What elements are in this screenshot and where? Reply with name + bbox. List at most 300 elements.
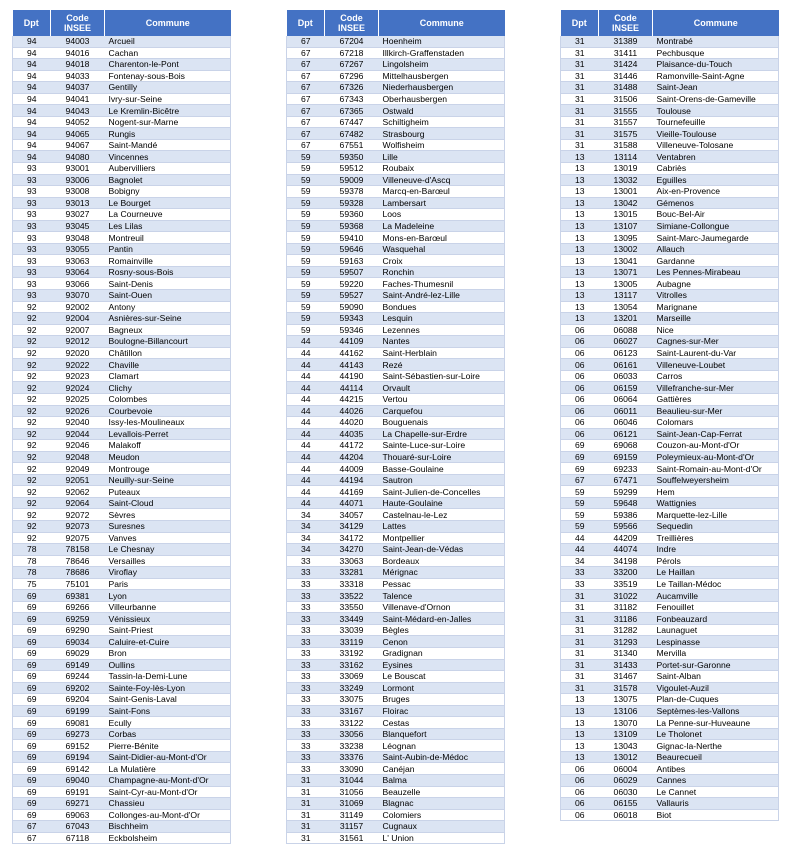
table-row: [13, 705, 231, 717]
cell-code-insee: 13042: [599, 197, 653, 209]
cell-code-insee: 59360: [325, 209, 379, 221]
cell-code-insee: 44020: [325, 417, 379, 429]
cell-code-insee: 13043: [599, 740, 653, 752]
cell-dpt: 31: [287, 775, 325, 787]
cell-dpt: 67: [287, 105, 325, 117]
cell-commune: Rungis: [105, 128, 231, 140]
cell-code-insee: 13054: [599, 301, 653, 313]
cell-commune: Arcueil: [105, 36, 231, 47]
cell-dpt: 33: [287, 717, 325, 729]
table-row: [561, 220, 779, 232]
cell-code-insee: 33281: [325, 567, 379, 579]
cell-code-insee: 92049: [51, 463, 105, 475]
header-commune: Commune: [379, 10, 505, 36]
cell-commune: Allauch: [653, 243, 779, 255]
cell-code-insee: 13070: [599, 717, 653, 729]
cell-commune: Saint-André-lez-Lille: [379, 290, 505, 302]
cell-code-insee: 69068: [599, 440, 653, 452]
cell-commune: Tassin-la-Demi-Lune: [105, 671, 231, 683]
table-row: [287, 544, 505, 556]
cell-code-insee: 93048: [51, 232, 105, 244]
table-row: [287, 821, 505, 833]
cell-dpt: 94: [13, 116, 51, 128]
cell-code-insee: 69029: [51, 647, 105, 659]
cell-code-insee: 69034: [51, 636, 105, 648]
cell-dpt: 59: [561, 497, 599, 509]
cell-code-insee: 13201: [599, 313, 653, 325]
cell-commune: Schiltigheim: [379, 116, 505, 128]
cell-code-insee: 78646: [51, 555, 105, 567]
cell-commune: Saint-Didier-au-Mont-d'Or: [105, 751, 231, 763]
table-row: [13, 163, 231, 175]
cell-dpt: 67: [561, 474, 599, 486]
cell-commune: Ostwald: [379, 105, 505, 117]
cell-code-insee: 59163: [325, 255, 379, 267]
cell-code-insee: 59378: [325, 186, 379, 198]
cell-code-insee: 31557: [599, 116, 653, 128]
cell-code-insee: 69040: [51, 775, 105, 787]
table-row: [561, 186, 779, 198]
cell-code-insee: 44215: [325, 393, 379, 405]
cell-code-insee: 44162: [325, 347, 379, 359]
header-dpt: Dpt: [561, 10, 599, 36]
cell-commune: Montrabé: [653, 36, 779, 47]
table-row: [13, 671, 231, 683]
cell-code-insee: 59566: [599, 520, 653, 532]
cell-commune: Saint-Jean-Cap-Ferrat: [653, 428, 779, 440]
cell-commune: Treillières: [653, 532, 779, 544]
table-row: [287, 370, 505, 382]
cell-code-insee: 67326: [325, 82, 379, 94]
table-row: [13, 775, 231, 787]
cell-code-insee: 93070: [51, 290, 105, 302]
cell-code-insee: 92072: [51, 509, 105, 521]
table-row: [287, 128, 505, 140]
table-row: [287, 798, 505, 810]
cell-code-insee: 67365: [325, 105, 379, 117]
cell-commune: Saint-Cloud: [105, 497, 231, 509]
cell-commune: Le Bourget: [105, 197, 231, 209]
cell-commune: Beaurecueil: [653, 751, 779, 763]
cell-dpt: 92: [13, 474, 51, 486]
table-row: [287, 509, 505, 521]
table-row: [287, 775, 505, 787]
cell-code-insee: 13041: [599, 255, 653, 267]
table-row: [13, 186, 231, 198]
cell-code-insee: 33039: [325, 624, 379, 636]
cell-dpt: 13: [561, 209, 599, 221]
cell-commune: Roubaix: [379, 163, 505, 175]
table-row: [561, 578, 779, 590]
header-code-insee: Code INSEE: [51, 10, 105, 36]
cell-commune: Lambersart: [379, 197, 505, 209]
header-commune: Commune: [105, 10, 231, 36]
table-row: [13, 832, 231, 844]
cell-commune: Colombes: [105, 393, 231, 405]
cell-code-insee: 59220: [325, 278, 379, 290]
cell-code-insee: 31506: [599, 93, 653, 105]
cell-commune: Caluire-et-Cuire: [105, 636, 231, 648]
cell-commune: Septèmes-les-Vallons: [653, 705, 779, 717]
table-row: [561, 313, 779, 325]
cell-dpt: 06: [561, 393, 599, 405]
table-row: [13, 763, 231, 775]
cell-dpt: 78: [13, 567, 51, 579]
cell-code-insee: 59410: [325, 232, 379, 244]
table-row: [13, 290, 231, 302]
cell-code-insee: 31069: [325, 798, 379, 810]
table-row: [13, 463, 231, 475]
table-row: [561, 647, 779, 659]
cell-commune: Saint-Herblain: [379, 347, 505, 359]
cell-dpt: 13: [561, 290, 599, 302]
cell-dpt: 06: [561, 786, 599, 798]
cell-commune: Haute-Goulaine: [379, 497, 505, 509]
cell-commune: Colomars: [653, 417, 779, 429]
table-row: [287, 728, 505, 740]
cell-code-insee: 93006: [51, 174, 105, 186]
cell-commune: Bondues: [379, 301, 505, 313]
table-row: [287, 405, 505, 417]
cell-commune: Bruges: [379, 694, 505, 706]
cell-commune: Montrouge: [105, 463, 231, 475]
cell-dpt: 59: [287, 174, 325, 186]
cell-dpt: 94: [13, 82, 51, 94]
cell-dpt: 92: [13, 486, 51, 498]
table-header-row: [287, 10, 505, 36]
cell-commune: Colomiers: [379, 809, 505, 821]
cell-dpt: 13: [561, 243, 599, 255]
cell-commune: Loos: [379, 209, 505, 221]
cell-code-insee: 69194: [51, 751, 105, 763]
cell-code-insee: 44194: [325, 474, 379, 486]
table-row: [13, 636, 231, 648]
cell-dpt: 92: [13, 324, 51, 336]
cell-commune: Wattignies: [653, 497, 779, 509]
cell-dpt: 33: [287, 567, 325, 579]
commune-table-3: [560, 10, 779, 821]
cell-dpt: 92: [13, 313, 51, 325]
cell-commune: Saint-Jean-de-Védas: [379, 544, 505, 556]
cell-commune: La Penne-sur-Huveaune: [653, 717, 779, 729]
cell-code-insee: 06121: [599, 428, 653, 440]
cell-dpt: 31: [561, 636, 599, 648]
cell-code-insee: 13109: [599, 728, 653, 740]
table-row: [561, 751, 779, 763]
cell-commune: Bouc-Bel-Air: [653, 209, 779, 221]
table-row: [287, 116, 505, 128]
table-row: [13, 47, 231, 59]
cell-commune: Eguilles: [653, 174, 779, 186]
table-header-row: [13, 10, 231, 36]
cell-code-insee: 33069: [325, 671, 379, 683]
table-row: [561, 671, 779, 683]
cell-commune: Clichy: [105, 382, 231, 394]
table-row: [561, 336, 779, 348]
cell-commune: Vertou: [379, 393, 505, 405]
cell-commune: Antony: [105, 301, 231, 313]
cell-code-insee: 59299: [599, 486, 653, 498]
cell-commune: La Courneuve: [105, 209, 231, 221]
cell-code-insee: 31578: [599, 682, 653, 694]
cell-dpt: 93: [13, 186, 51, 198]
cell-commune: Montpellier: [379, 532, 505, 544]
cell-commune: Castelnau-le-Lez: [379, 509, 505, 521]
cell-commune: Mons-en-Barœul: [379, 232, 505, 244]
table-row: [13, 532, 231, 544]
table-row: [287, 36, 505, 47]
table-row: [561, 486, 779, 498]
cell-dpt: 69: [13, 590, 51, 602]
cell-code-insee: 69199: [51, 705, 105, 717]
cell-code-insee: 93001: [51, 163, 105, 175]
table-row: [13, 209, 231, 221]
table-row: [287, 555, 505, 567]
table-row: [287, 659, 505, 671]
cell-commune: Cestas: [379, 717, 505, 729]
cell-code-insee: 06018: [599, 809, 653, 821]
table-row: [13, 520, 231, 532]
cell-commune: Montreuil: [105, 232, 231, 244]
cell-dpt: 59: [287, 232, 325, 244]
cell-dpt: 06: [561, 359, 599, 371]
cell-commune: Collonges-au-Mont-d'Or: [105, 809, 231, 821]
cell-dpt: 69: [13, 671, 51, 683]
table-row: [287, 717, 505, 729]
cell-commune: Neuilly-sur-Seine: [105, 474, 231, 486]
cell-commune: Charenton-le-Pont: [105, 59, 231, 71]
cell-code-insee: 31446: [599, 70, 653, 82]
table-row: [561, 405, 779, 417]
cell-commune: Marseille: [653, 313, 779, 325]
cell-code-insee: 92004: [51, 313, 105, 325]
table-row: [561, 151, 779, 163]
cell-dpt: 92: [13, 428, 51, 440]
table-row: [13, 509, 231, 521]
table-row: [561, 786, 779, 798]
cell-commune: Mérignac: [379, 567, 505, 579]
table-row: [561, 544, 779, 556]
cell-dpt: 67: [287, 128, 325, 140]
cell-code-insee: 93064: [51, 266, 105, 278]
cell-dpt: 33: [287, 671, 325, 683]
cell-code-insee: 33090: [325, 763, 379, 775]
table-row: [561, 324, 779, 336]
cell-code-insee: 13001: [599, 186, 653, 198]
table-row: [13, 451, 231, 463]
cell-commune: Canéjan: [379, 763, 505, 775]
table-row: [13, 694, 231, 706]
cell-dpt: 06: [561, 336, 599, 348]
cell-dpt: 34: [287, 544, 325, 556]
cell-commune: Blanquefort: [379, 728, 505, 740]
table-row: [287, 417, 505, 429]
cell-dpt: 93: [13, 243, 51, 255]
cell-commune: Ventabren: [653, 151, 779, 163]
cell-code-insee: 06004: [599, 763, 653, 775]
cell-dpt: 67: [287, 36, 325, 47]
cell-code-insee: 59368: [325, 220, 379, 232]
cell-code-insee: 44143: [325, 359, 379, 371]
table-row: [287, 324, 505, 336]
table-row: [13, 255, 231, 267]
table-row: [287, 266, 505, 278]
cell-dpt: 31: [561, 116, 599, 128]
cell-commune: Saint-Alban: [653, 671, 779, 683]
cell-dpt: 31: [561, 128, 599, 140]
table-row: [561, 163, 779, 175]
cell-commune: Tournefeuille: [653, 116, 779, 128]
cell-commune: Les Lilas: [105, 220, 231, 232]
cell-code-insee: 67551: [325, 139, 379, 151]
cell-code-insee: 31293: [599, 636, 653, 648]
cell-commune: Cachan: [105, 47, 231, 59]
cell-commune: Bouguenais: [379, 417, 505, 429]
cell-dpt: 06: [561, 347, 599, 359]
cell-code-insee: 75101: [51, 578, 105, 590]
cell-dpt: 31: [561, 105, 599, 117]
cell-code-insee: 92022: [51, 359, 105, 371]
cell-commune: Bobigny: [105, 186, 231, 198]
cell-commune: Les Pennes-Mirabeau: [653, 266, 779, 278]
cell-code-insee: 33519: [599, 578, 653, 590]
cell-dpt: 59: [287, 324, 325, 336]
cell-commune: Saint-Orens-de-Gameville: [653, 93, 779, 105]
cell-dpt: 31: [561, 601, 599, 613]
cell-code-insee: 69273: [51, 728, 105, 740]
cell-code-insee: 13107: [599, 220, 653, 232]
table-row: [13, 613, 231, 625]
cell-dpt: 92: [13, 463, 51, 475]
cell-dpt: 06: [561, 370, 599, 382]
commune-table-1: [12, 10, 231, 844]
table-row: [287, 359, 505, 371]
cell-dpt: 31: [561, 93, 599, 105]
cell-commune: Vénissieux: [105, 613, 231, 625]
table-row: [13, 590, 231, 602]
cell-code-insee: 59648: [599, 497, 653, 509]
table-row: [287, 647, 505, 659]
cell-code-insee: 94033: [51, 70, 105, 82]
cell-dpt: 93: [13, 174, 51, 186]
cell-dpt: 67: [287, 82, 325, 94]
cell-dpt: 31: [561, 590, 599, 602]
cell-dpt: 93: [13, 209, 51, 221]
cell-dpt: 13: [561, 186, 599, 198]
cell-code-insee: 59328: [325, 197, 379, 209]
cell-dpt: 44: [287, 474, 325, 486]
cell-dpt: 94: [13, 128, 51, 140]
cell-dpt: 44: [287, 393, 325, 405]
table-row: [287, 313, 505, 325]
cell-dpt: 34: [287, 520, 325, 532]
cell-dpt: 31: [561, 59, 599, 71]
cell-dpt: 78: [13, 555, 51, 567]
cell-commune: Puteaux: [105, 486, 231, 498]
cell-commune: Pierre-Bénite: [105, 740, 231, 752]
cell-dpt: 94: [13, 70, 51, 82]
cell-dpt: 33: [287, 659, 325, 671]
cell-dpt: 67: [287, 59, 325, 71]
table-row: [13, 428, 231, 440]
table-row: [561, 243, 779, 255]
cell-dpt: 69: [561, 451, 599, 463]
cell-commune: Nogent-sur-Marne: [105, 116, 231, 128]
table-row: [561, 705, 779, 717]
cell-commune: Aucamville: [653, 590, 779, 602]
table-row: [13, 370, 231, 382]
cell-code-insee: 59512: [325, 163, 379, 175]
cell-dpt: 33: [287, 763, 325, 775]
cell-commune: Biot: [653, 809, 779, 821]
table-row: [13, 393, 231, 405]
table-row: [13, 567, 231, 579]
cell-commune: Fontenay-sous-Bois: [105, 70, 231, 82]
table-row: [13, 197, 231, 209]
table-row: [287, 694, 505, 706]
table-row: [287, 163, 505, 175]
cell-code-insee: 13075: [599, 694, 653, 706]
cell-commune: Oullins: [105, 659, 231, 671]
table-row: [13, 544, 231, 556]
cell-commune: Souffelweyersheim: [653, 474, 779, 486]
header-commune: Commune: [653, 10, 779, 36]
cell-dpt: 44: [561, 544, 599, 556]
table-row: [287, 613, 505, 625]
cell-code-insee: 33119: [325, 636, 379, 648]
table-row: [287, 243, 505, 255]
cell-dpt: 69: [13, 694, 51, 706]
cell-commune: Lormont: [379, 682, 505, 694]
cell-code-insee: 92040: [51, 417, 105, 429]
cell-dpt: 31: [561, 682, 599, 694]
cell-commune: Nice: [653, 324, 779, 336]
table-header-row: [561, 10, 779, 36]
table-row: [13, 821, 231, 833]
cell-dpt: 59: [287, 290, 325, 302]
cell-dpt: 67: [287, 116, 325, 128]
table-row: [561, 636, 779, 648]
cell-dpt: 06: [561, 428, 599, 440]
cell-dpt: 69: [13, 659, 51, 671]
table-row: [287, 382, 505, 394]
cell-code-insee: 06088: [599, 324, 653, 336]
cell-commune: Saint-Julien-de-Concelles: [379, 486, 505, 498]
table-row: [13, 809, 231, 821]
cell-code-insee: 31044: [325, 775, 379, 787]
cell-commune: Boulogne-Billancourt: [105, 336, 231, 348]
cell-commune: Vallauris: [653, 798, 779, 810]
cell-dpt: 34: [561, 555, 599, 567]
cell-dpt: 13: [561, 266, 599, 278]
cell-dpt: 44: [287, 336, 325, 348]
cell-code-insee: 69081: [51, 717, 105, 729]
table-row: [561, 47, 779, 59]
cell-code-insee: 94018: [51, 59, 105, 71]
cell-code-insee: 06046: [599, 417, 653, 429]
cell-dpt: 67: [287, 47, 325, 59]
cell-dpt: 44: [287, 347, 325, 359]
table-row: [561, 139, 779, 151]
table-row: [13, 717, 231, 729]
table-row: [561, 197, 779, 209]
table-row: [13, 266, 231, 278]
cell-code-insee: 67118: [51, 832, 105, 844]
cell-commune: Sainte-Luce-sur-Loire: [379, 440, 505, 452]
cell-code-insee: 92026: [51, 405, 105, 417]
cell-code-insee: 34172: [325, 532, 379, 544]
cell-code-insee: 69271: [51, 798, 105, 810]
